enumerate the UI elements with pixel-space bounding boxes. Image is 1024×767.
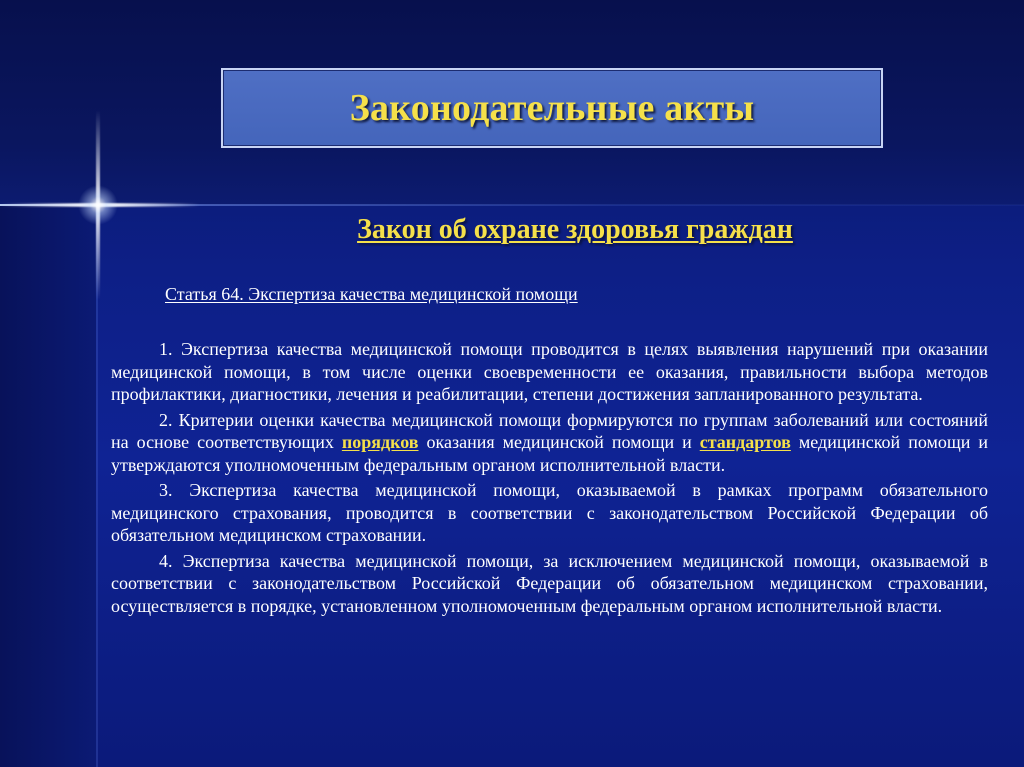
left-band — [0, 205, 96, 767]
sparkle-icon — [78, 185, 118, 225]
paragraph-4: 4. Экспертиза качества медицинской помощи, за исключением медицинской помощи, оказываемой в соответствии с законодательством Российской Федерации об обязательном медицинском страховании, осуществляется в порядке, установленном уполномоченным федеральным органом исполнительной власти. — [111, 550, 988, 616]
highlight-standartov: стандартов — [699, 432, 791, 452]
paragraph-2-part-1: 2. Критерии оценки качества медицинской помощи формируются по группам заболеваний или состояний на основе соответствующих — [111, 409, 988, 452]
slide-subtitle: Закон об охране здоровья граждан — [357, 214, 793, 245]
paragraph-2 — [111, 409, 988, 477]
paragraph-3: 3. Экспертиза качества медицинской помощи, оказываемой в рамках программ обязательного медицинского страхования, проводится в соответствии с законодательством Российской Федерации об обязательном медицинском страховании. — [111, 480, 988, 545]
article-body — [111, 338, 988, 620]
slide-title: Законодательные акты — [349, 87, 755, 129]
paragraph-2-part-2: оказания медицинской помощи и — [418, 432, 700, 452]
highlight-poryadkov: порядков — [341, 432, 419, 452]
title-box — [221, 68, 883, 148]
paragraph-2-part-3: медицинской помощи и утверждаются уполномоченным федеральным органом исполнительной власти. — [111, 432, 989, 475]
article-heading: Статья 64. Экспертиза качества медицинской помощи — [165, 284, 578, 304]
paragraph-1: 1. Экспертиза качества медицинской помощи проводится в целях выявления нарушений при оказании медицинской помощи, в том числе оценки своевременности ее оказания, правильности выбора методов профилактики, диагностики, лечения и реабилитации, степени достижения запланированного результата. — [111, 339, 988, 404]
